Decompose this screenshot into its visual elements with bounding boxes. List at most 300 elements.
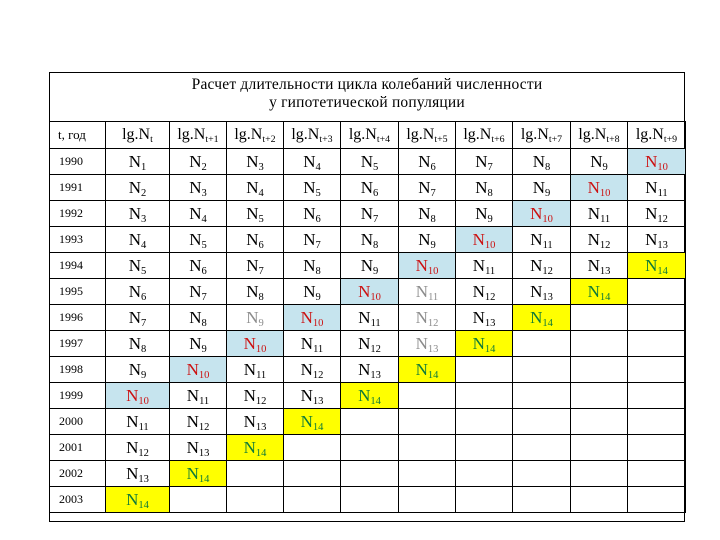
value-sub: 10 [599,187,611,199]
empty-cell [628,487,686,513]
value-sub: 5 [141,265,147,277]
value-base: N [472,307,485,327]
value-cell [170,435,227,461]
value-base: N [472,281,485,301]
value-cell [456,331,513,357]
value-base: N [358,359,371,379]
value-sub: 9 [201,343,207,355]
value-base: N [126,437,139,457]
value-sub: 9 [315,291,321,303]
empty-cell [341,409,399,435]
year-cell: 1996 [50,305,106,331]
value-sub: 12 [198,421,210,433]
value-base: N [645,255,658,275]
value-base: N [186,385,200,405]
value-sub: 8 [201,317,207,329]
value-base: N [246,177,259,197]
header-col-5 [399,122,456,149]
empty-cell [513,487,571,513]
empty-cell [628,305,686,331]
value-sub: 7 [141,317,147,329]
value-sub: 11 [428,291,439,303]
value-base: N [189,333,202,353]
value-base: N [243,411,256,431]
value-base: N [189,255,202,275]
value-base: N [243,359,257,379]
table-row [50,435,686,461]
value-base: N [418,229,431,249]
value-cell [227,253,284,279]
value-sub: 14 [370,395,381,407]
value-base: N [189,229,202,249]
value-cell [513,149,571,175]
value-base: N [128,359,141,379]
value-base: N [126,489,139,509]
year-cell: 2002 [50,461,106,487]
value-base: N [300,333,314,353]
value-cell [399,227,456,253]
value-cell [106,227,170,253]
value-sub: 10 [312,317,324,329]
value-cell [106,279,170,305]
value-base: N [418,151,431,171]
header-col-base: lg.N [635,126,664,143]
value-base: N [128,281,141,301]
value-cell [284,149,341,175]
header-col-sub: t+6 [491,134,505,145]
value-sub: 14 [484,343,496,355]
empty-cell [284,461,341,487]
header-col-4 [341,122,399,149]
value-base: N [128,333,141,353]
empty-cell [571,305,628,331]
value-cell [341,253,399,279]
value-sub: 8 [315,265,321,277]
value-sub: 8 [545,161,551,173]
value-cell [284,357,341,383]
value-sub: 12 [312,369,324,381]
value-base: N [360,203,373,223]
table-row [50,409,686,435]
value-base: N [415,281,429,301]
empty-cell [628,435,686,461]
header-col-sub: t+9 [663,134,678,145]
value-cell [571,279,628,305]
value-cell [571,227,628,253]
value-base: N [530,307,543,327]
value-sub: 4 [315,161,321,173]
value-sub: 14 [427,369,439,381]
empty-cell [227,461,284,487]
header-col-base: lg.N [406,126,435,143]
value-cell [456,175,513,201]
header-col-base: lg.N [177,126,206,143]
value-cell [106,175,170,201]
empty-cell [571,383,628,409]
value-cell [170,175,227,201]
value-cell [170,383,227,409]
empty-cell [571,435,628,461]
empty-cell [513,461,571,487]
value-sub: 5 [201,239,207,251]
value-cell [399,201,456,227]
value-cell [106,409,170,435]
value-cell [170,305,227,331]
value-sub: 6 [201,265,207,277]
year-cell: 1999 [50,383,106,409]
value-base: N [300,385,313,405]
value-cell [341,357,399,383]
value-cell [399,279,456,305]
header-col-sub: t [150,134,153,145]
value-cell [571,149,628,175]
value-sub: 7 [201,291,207,303]
value-sub: 8 [258,291,264,303]
value-cell [456,227,513,253]
value-cell [284,175,341,201]
value-base: N [128,203,141,223]
value-base: N [358,385,371,405]
value-cell [513,253,571,279]
empty-cell [456,409,513,435]
value-sub: 2 [141,187,147,199]
title-line-1: Расчет длительности цикла колебаний численности [191,76,543,93]
value-cell [399,331,456,357]
value-base: N [128,151,141,171]
value-base: N [186,437,199,457]
year-cell: 1990 [50,149,106,175]
header-col-base: lg.N [578,126,607,143]
value-cell [227,227,284,253]
empty-cell [628,461,686,487]
value-cell [227,383,284,409]
value-cell [399,357,456,383]
value-base: N [418,177,431,197]
value-sub: 9 [258,317,264,329]
value-base: N [189,281,202,301]
value-sub: 11 [370,317,381,329]
table-title [49,76,685,112]
value-sub: 7 [373,213,379,225]
value-base: N [645,203,658,223]
empty-cell [170,487,227,513]
value-base: N [186,359,199,379]
value-base: N [418,203,431,223]
header-col-1 [170,122,227,149]
year-cell: 1992 [50,201,106,227]
header-col-6 [456,122,513,149]
empty-cell [399,461,456,487]
value-sub: 11 [138,421,149,433]
value-cell [628,253,686,279]
year-cell: 2000 [50,409,106,435]
value-base: N [303,203,316,223]
table-row [50,253,686,279]
value-cell [513,227,571,253]
value-cell [170,253,227,279]
value-sub: 8 [430,213,436,225]
value-sub: 12 [599,239,611,251]
header-row [50,122,686,149]
value-sub: 4 [201,213,207,225]
value-sub: 11 [485,265,496,277]
value-base: N [128,229,141,249]
empty-cell [628,383,686,409]
value-sub: 13 [138,473,149,485]
value-base: N [358,333,371,353]
value-cell [284,409,341,435]
empty-cell [456,357,513,383]
value-cell [106,357,170,383]
value-cell [513,175,571,201]
value-sub: 11 [600,213,611,225]
value-cell [284,201,341,227]
header-col-base: lg.N [122,126,151,143]
value-cell [571,253,628,279]
value-sub: 10 [542,213,553,225]
value-sub: 10 [138,395,149,407]
value-base: N [126,385,139,405]
value-cell [170,357,227,383]
empty-cell [628,279,686,305]
value-base: N [472,255,486,275]
value-base: N [360,177,373,197]
value-cell [341,149,399,175]
value-base: N [475,151,488,171]
value-base: N [303,281,316,301]
value-sub: 12 [657,213,668,225]
value-sub: 9 [141,369,147,381]
value-sub: 10 [370,291,381,303]
value-base: N [360,255,373,275]
value-base: N [128,307,141,327]
header-col-3 [284,122,341,149]
empty-cell [399,383,456,409]
empty-cell [341,435,399,461]
value-sub: 13 [484,317,496,329]
value-sub: 5 [258,213,264,225]
empty-cell [513,409,571,435]
value-cell [456,279,513,305]
value-sub: 9 [430,239,436,251]
value-cell [170,227,227,253]
header-col-base: lg.N [291,126,320,143]
value-cell [227,305,284,331]
value-sub: 14 [138,499,149,511]
value-base: N [530,203,543,223]
header-col-base: lg.N [520,126,549,143]
value-base: N [645,229,658,249]
value-base: N [189,177,202,197]
value-base: N [246,255,259,275]
value-cell [170,461,227,487]
value-sub: 6 [141,291,147,303]
value-base: N [472,333,485,353]
value-base: N [587,203,601,223]
value-sub: 14 [312,421,324,433]
value-cell [284,331,341,357]
value-cell [284,253,341,279]
value-base: N [358,281,371,301]
value-cell [106,201,170,227]
value-base: N [189,307,202,327]
value-cell [399,253,456,279]
value-sub: 13 [599,265,611,277]
value-base: N [126,463,139,483]
value-cell [513,279,571,305]
value-base: N [475,203,488,223]
value-base: N [246,307,259,327]
value-sub: 13 [198,447,210,459]
value-sub: 12 [370,343,381,355]
value-cell [284,383,341,409]
table-row [50,305,686,331]
value-base: N [530,281,543,301]
year-cell: 1998 [50,357,106,383]
header-col-7 [513,122,571,149]
table-row [50,487,686,513]
empty-cell [513,331,571,357]
table-row [50,461,686,487]
value-sub: 7 [258,265,264,277]
value-sub: 3 [201,187,207,199]
value-base: N [303,151,316,171]
empty-cell [399,435,456,461]
value-cell [628,201,686,227]
value-sub: 9 [373,265,379,277]
value-sub: 5 [373,161,379,173]
title-line-2: у гипотетической популяции [269,94,465,111]
value-cell [170,331,227,357]
value-sub: 3 [258,161,264,173]
value-cell [106,383,170,409]
value-base: N [126,411,139,431]
value-sub: 8 [373,239,379,251]
year-cell: 1994 [50,253,106,279]
value-sub: 13 [255,421,267,433]
value-cell [571,175,628,201]
value-sub: 6 [373,187,379,199]
year-cell: 2003 [50,487,106,513]
population-cycle-table [49,121,686,513]
header-col-base: lg.N [348,126,377,143]
value-cell [106,253,170,279]
value-cell [227,201,284,227]
value-base: N [128,255,141,275]
value-sub: 11 [657,187,668,199]
value-sub: 14 [255,447,267,459]
value-cell [284,305,341,331]
value-sub: 12 [138,447,149,459]
value-base: N [360,151,373,171]
value-cell [456,201,513,227]
value-cell [106,149,170,175]
value-sub: 12 [255,395,267,407]
value-base: N [645,177,658,197]
year-cell: 1995 [50,279,106,305]
value-cell [341,175,399,201]
table-body [50,122,686,513]
table-row [50,201,686,227]
value-base: N [300,359,313,379]
value-cell [456,253,513,279]
empty-cell [571,357,628,383]
empty-cell [456,487,513,513]
value-base: N [415,307,428,327]
value-base: N [246,281,259,301]
value-cell [628,149,686,175]
value-sub: 2 [201,161,207,173]
empty-cell [571,487,628,513]
value-cell [227,331,284,357]
value-base: N [128,177,141,197]
value-base: N [587,177,600,197]
value-sub: 11 [542,239,553,251]
value-sub: 13 [427,343,439,355]
value-base: N [360,229,373,249]
value-base: N [186,463,199,483]
value-base: N [415,359,428,379]
value-base: N [303,229,316,249]
value-cell [341,331,399,357]
value-sub: 14 [542,317,553,329]
value-sub: 6 [315,213,321,225]
value-sub: 10 [657,161,668,173]
empty-cell [628,357,686,383]
value-base: N [587,281,600,301]
value-sub: 11 [256,369,267,381]
empty-cell [513,383,571,409]
empty-cell [628,409,686,435]
value-base: N [186,411,199,431]
value-cell [227,357,284,383]
value-base: N [300,411,313,431]
value-sub: 3 [141,213,147,225]
value-sub: 11 [313,343,324,355]
value-sub: 8 [487,187,493,199]
value-sub: 12 [542,265,553,277]
value-cell [106,487,170,513]
value-sub: 11 [199,395,210,407]
value-sub: 13 [312,395,324,407]
year-cell: 1993 [50,227,106,253]
header-col-sub: t+8 [606,134,620,145]
value-base: N [303,177,316,197]
empty-cell [456,383,513,409]
value-cell [106,461,170,487]
header-col-sub: t+7 [548,134,563,145]
year-cell: 1997 [50,331,106,357]
value-cell [341,201,399,227]
year-cell: 2001 [50,435,106,461]
value-sub: 12 [484,291,496,303]
value-sub: 6 [258,239,264,251]
value-base: N [587,229,600,249]
value-base: N [530,255,543,275]
value-base: N [475,177,488,197]
table-row [50,331,686,357]
table-row [50,279,686,305]
value-base: N [189,151,202,171]
value-sub: 8 [141,343,147,355]
value-base: N [246,203,259,223]
value-cell [227,279,284,305]
value-cell [170,279,227,305]
value-base: N [303,255,316,275]
value-base: N [243,385,256,405]
table-row [50,357,686,383]
value-cell [456,305,513,331]
